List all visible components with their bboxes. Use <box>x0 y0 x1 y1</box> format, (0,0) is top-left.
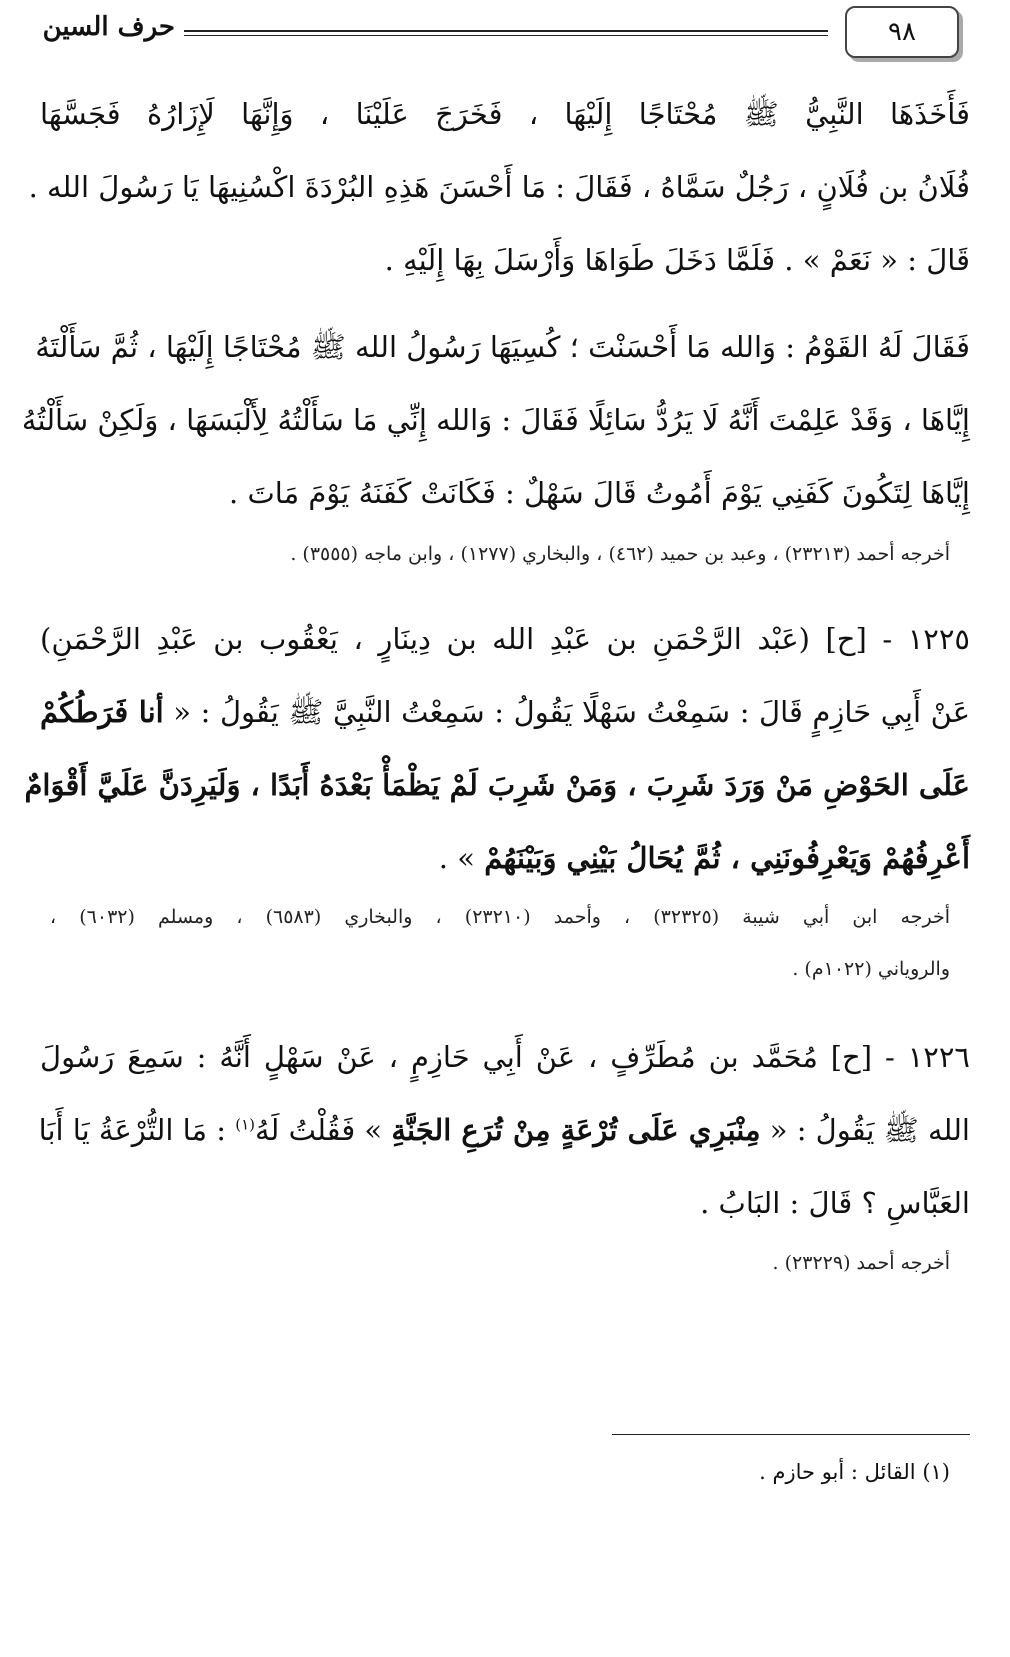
hadith-heading: ١٢٢٦ - [ح] مُحَمَّد بن مُطَرِّفٍ ، عَنْ أَبِي حَازِمٍ ، عَنْ سَهْلٍ أَنَّهُ : سَمِعَ رَسُولَ <box>40 1040 970 1074</box>
text-line: قَالَ : « نَعَمْ » . فَلَمَّا دَخَلَ طَوَاهَا وَأَرْسَلَ بِهَا إِلَيْهِ . <box>384 243 970 277</box>
text-span: » . <box>438 841 485 875</box>
text-line: إِيَّاهَا لِتَكُونَ كَفَنِي يَوْمَ أَمُوتُ قَالَ سَهْلٌ : فَكَانَتْ كَفَنَهُ يَوْمَ مَاتَ . <box>229 476 970 510</box>
text-line: إِيَّاهَا ، وَقَدْ عَلِمْتَ أَنَّهُ لَا يَرُدُّ سَائِلًا فَقَالَ : وَالله إِنِّي مَا سَأَلْتُهُ لِأَلْبَسَهَا ، وَلَكِنْ سَأَلْتُهُ <box>21 403 970 437</box>
hadith-text-bold: أَعْرِفُهُمْ وَيَعْرِفُونَنِي ، ثُمَّ يُحَالُ بَيْنِي وَبَيْنَهُمْ <box>484 841 970 875</box>
takhrij-reference: والروياني (١٠٢٢م) . <box>792 958 950 980</box>
footnote-marker[interactable]: (١) <box>235 1115 255 1134</box>
chapter-title: حرف السين <box>42 12 175 42</box>
text-line <box>40 841 970 875</box>
takhrij-reference: أخرجه أحمد (٢٣٢٢٩) . <box>772 1252 950 1274</box>
text-span: : مَا التُّرْعَةُ يَا أَبَا <box>38 1113 236 1147</box>
page-number-box <box>845 6 959 58</box>
hadith-heading: ١٢٢٥ - [ح] (عَبْد الرَّحْمَنِ بن عَبْدِ الله بن دِينَارٍ ، يَعْقُوب بن عَبْدِ الرَّحْمَنِ) <box>40 622 970 656</box>
header-rule <box>184 30 828 36</box>
takhrij-reference: أخرجه ابن أبي شيبة (٣٢٣٢٥) ، وأحمد (٢٣٢١٠) ، والبخاري (٦٥٨٣) ، ومسلم (٦٠٣٢) ، <box>50 906 950 928</box>
takhrij-reference: أخرجه أحمد (٢٣٢١٣) ، وعبد بن حميد (٤٦٢) ، والبخاري (١٢٧٧) ، وابن ماجه (٣٥٥٥) . <box>290 543 950 565</box>
footnote-rule <box>612 1434 970 1435</box>
text-span: الله ﷺ يَقُولُ : « <box>760 1113 970 1147</box>
text-line: فَقَالَ لَهُ القَوْمُ : وَالله مَا أَحْسَنْتَ ؛ كُسِيَهَا رَسُولُ الله ﷺ مُحْتَاجًا إِلَيْهَا ، ثُمَّ سَأَلْتَهُ <box>35 330 970 364</box>
footnote: (١) القائل : أبو حازم . <box>759 1460 950 1484</box>
text-line <box>40 1113 970 1155</box>
text-span: عَنْ أَبِي حَازِمٍ قَالَ : سَمِعْتُ سَهْلًا يَقُولُ : سَمِعْتُ النَّبِيَّ ﷺ يَقُولُ : « <box>163 695 970 729</box>
text-line: فُلَانُ بن فُلَانٍ ، رَجُلٌ سَمَّاهُ ، فَقَالَ : مَا أَحْسَنَ هَذِهِ البُرْدَةَ اكْسُنِيهَا يَا رَسُولَ الله . <box>28 170 970 204</box>
text-line: العَبَّاسِ ؟ قَالَ : البَابُ . <box>700 1186 970 1220</box>
text-line: فَأَخَذَهَا النَّبِيُّ ﷺ مُحْتَاجًا إِلَيْهَا ، فَخَرَجَ عَلَيْنَا ، وَإِنَّهَا لَإِزَارُهُ فَجَسَّهَا <box>40 97 970 131</box>
page-number: ٩٨ <box>888 17 916 47</box>
text-span: » فَقُلْتُ لَهُ <box>255 1113 392 1147</box>
text-line <box>40 695 970 737</box>
hadith-text-bold: مِنْبَرِي عَلَى تُرْعَةٍ مِنْ تُرَعِ الجَنَّةِ <box>391 1113 761 1147</box>
hadith-text-bold: أنا فَرَطُكُمْ <box>40 695 164 729</box>
hadith-text-bold: عَلَى الحَوْضِ مَنْ وَرَدَ شَرِبَ ، وَمَنْ شَرِبَ لَمْ يَظْمَأْ بَعْدَهُ أَبَدًا ، وَلَيَرِدَنَّ عَلَيَّ أَقْوَامٌ <box>24 768 970 802</box>
